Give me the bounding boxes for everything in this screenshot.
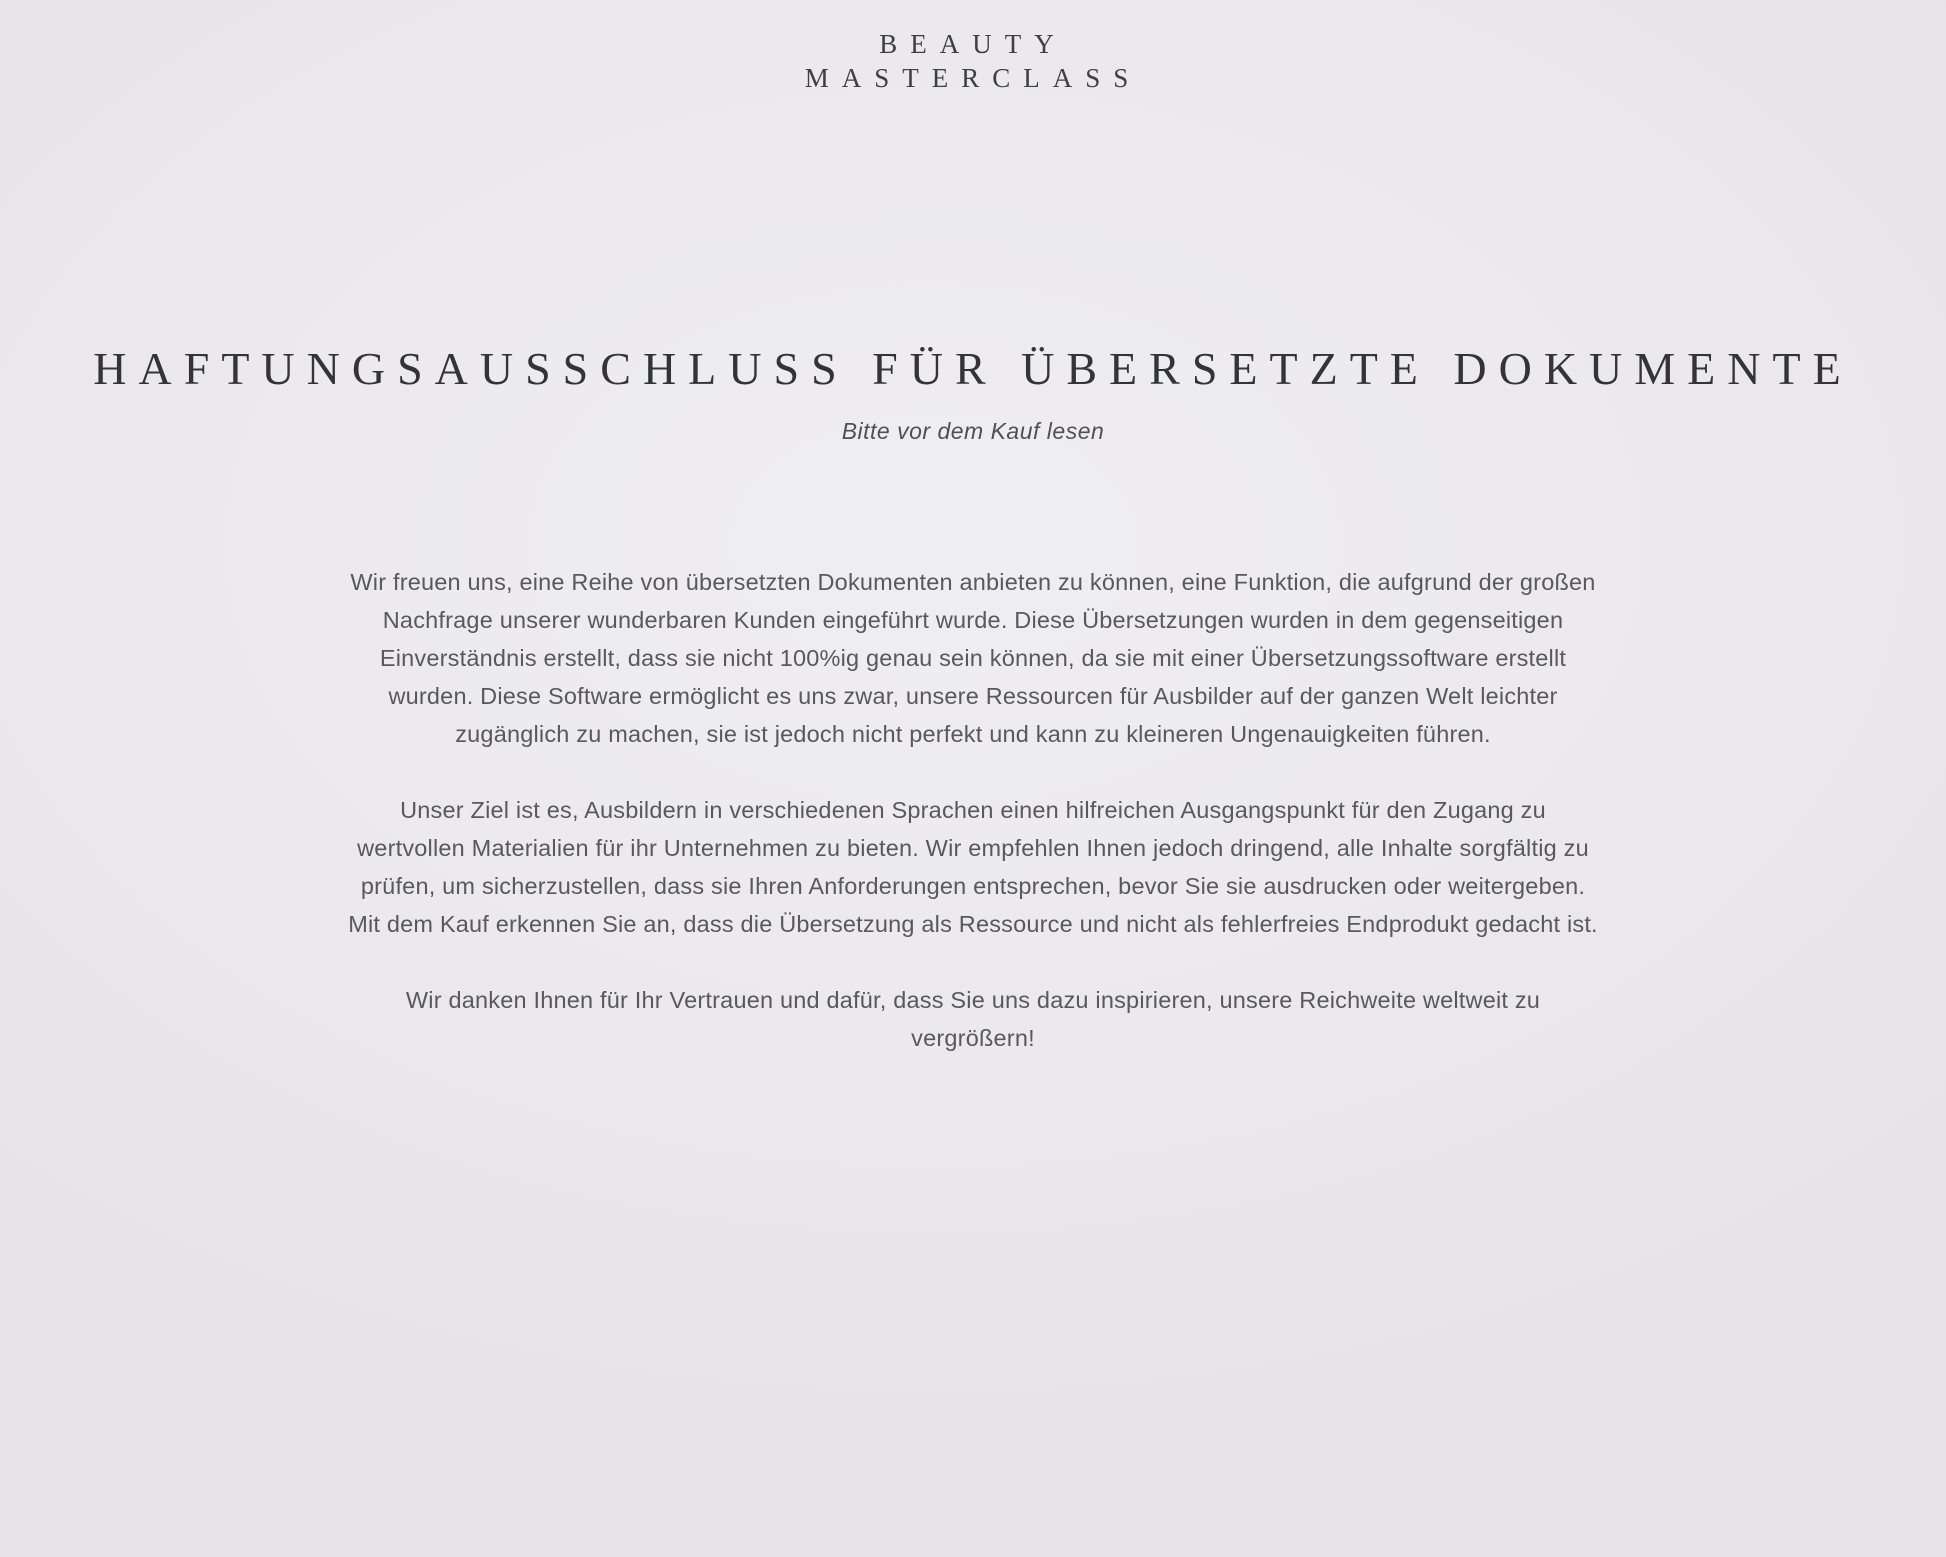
page-title: HAFTUNGSAUSSCHLUSS FÜR ÜBERSETZTE DOKUMENTE (93, 343, 1853, 394)
brand-line-2: MASTERCLASS (804, 63, 1142, 93)
disclaimer-paragraph-2: Unser Ziel ist es, Ausbildern in verschiedenen Sprachen einen hilfreichen Ausgangspunkt für den Zugang zu wertvollen Materialien für ihr Unternehmen zu bieten. Wir empfehlen Ihnen jedoch dringend, alle Inhalte sorgfältig zu prüfen, um sicherzustellen, dass sie Ihren Anforderungen entsprechen, bevor Sie sie ausdrucken oder weitergeben. Mit dem Kauf erkennen Sie an, dass die Übersetzung als Ressource und nicht als fehlerfreies Endprodukt gedacht ist. (348, 796, 1598, 937)
brand-line-1: BEAUTY (879, 29, 1067, 59)
brand-logo (0, 0, 1946, 95)
page-subtitle: Bitte vor dem Kauf lesen (841, 417, 1105, 444)
disclaimer-paragraph-3: Wir danken Ihnen für Ihr Vertrauen und dafür, dass Sie uns dazu inspirieren, unsere Reichweite weltweit zu vergrößern! (405, 986, 1541, 1051)
title-block (0, 343, 1946, 445)
disclaimer-paragraph-1: Wir freuen uns, eine Reihe von übersetzten Dokumenten anbieten zu können, eine Funktion, die aufgrund der großen Nachfrage unserer wunderbaren Kunden eingeführt wurde. Diese Übersetzungen wurden in dem gegenseitigen Einverständnis erstellt, dass sie nicht 100%ig genau sein können, da sie mit einer Übersetzungssoftware erstellt wurden. Diese Software ermöglicht es uns zwar, unsere Ressourcen für Ausbilder auf der ganzen Welt leichter zugänglich zu machen, sie ist jedoch nicht perfekt und kann zu kleineren Ungenauigkeiten führen. (350, 568, 1596, 747)
disclaimer-body (348, 563, 1598, 1057)
